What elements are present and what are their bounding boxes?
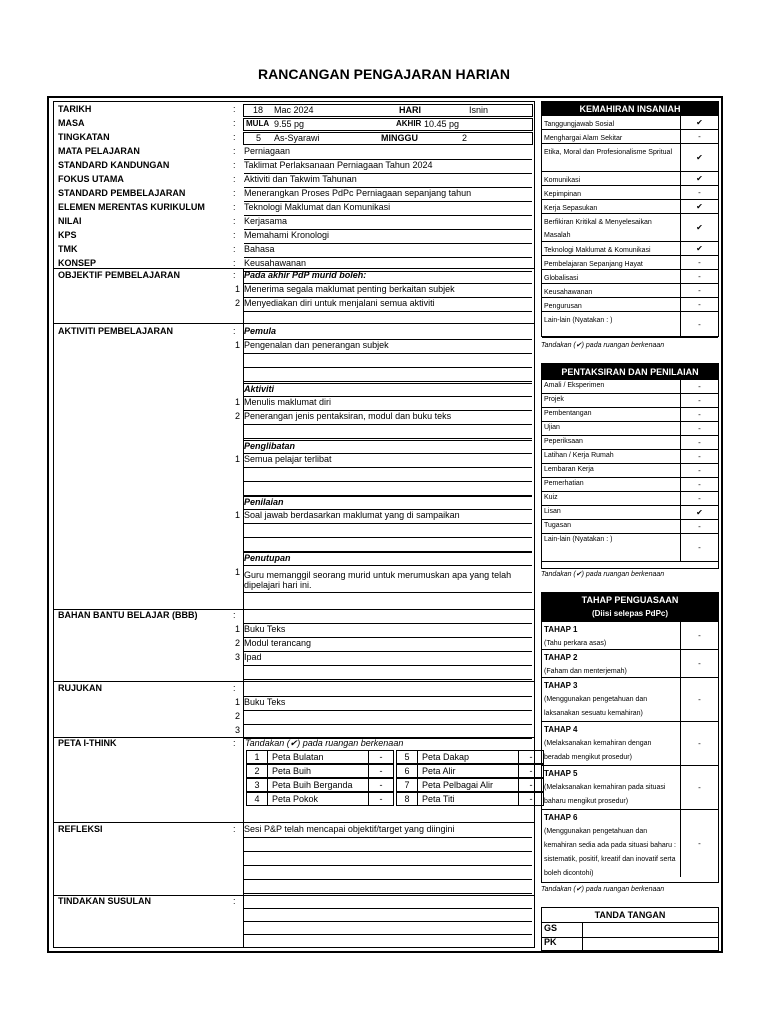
tingkatan-class: As-Syarawi (274, 133, 320, 143)
standard-pembelajaran-field[interactable]: Menerangkan Proses PdPc Perniagaan sepanjang tahun (244, 188, 532, 202)
row-standard-pembelajaran: STANDARD PEMBELAJARAN : Menerangkan Proses PdPc Perniagaan sepanjang tahun (54, 188, 534, 202)
pentaksiran-title: PENTAKSIRAN DAN PENILAIAN (542, 364, 718, 380)
tindakan-blank-3[interactable] (244, 922, 532, 935)
ithink-map-name: Peta Buih (272, 766, 312, 776)
ithink-map-name: Peta Pokok (272, 794, 319, 804)
section-objektif: OBJEKTIF PEMBELAJARAN : Pada akhir PdP murid boleh: 1 Menerima segala maklumat penting berkaitan subjek 2 Menyediakan diri untuk menjalani semua aktiviti (54, 270, 534, 326)
ithink-num: 5 (397, 751, 418, 763)
pentaksiran-item-mark: - (680, 422, 718, 435)
akhir-label: AKHIR (396, 119, 422, 128)
tahap-item[interactable] (542, 722, 718, 766)
ithink-num: 3 (247, 779, 268, 791)
row-fokus-utama: FOKUS UTAMA : Aktiviti dan Takwim Tahunan (54, 174, 534, 188)
tahap-item-mark: - (680, 766, 718, 809)
kemahiran-item[interactable] (542, 270, 718, 284)
tahap-item-desc: (Tahu perkara asas) (544, 640, 607, 647)
pentaksiran-item-mark: ✔ (680, 506, 718, 519)
pentaksiran-item-label: Lisan (544, 508, 561, 515)
pentaksiran-item[interactable] (542, 394, 718, 408)
pentaksiran-item-mark: - (680, 464, 718, 477)
aktiviti-item-1[interactable]: Menulis maklumat diri (244, 397, 532, 411)
refleksi-blank-4[interactable] (244, 880, 532, 894)
refleksi-blank-1[interactable] (244, 838, 532, 852)
ithink-num: 4 (247, 793, 268, 805)
tahap-item-text (544, 723, 679, 765)
pentaksiran-item[interactable] (542, 492, 718, 506)
bbb-item-2[interactable]: Modul terancang (244, 638, 532, 652)
tindakan-blank-4[interactable] (244, 935, 532, 948)
kemahiran-item[interactable] (542, 214, 718, 242)
fokus-utama-field[interactable]: Aktiviti dan Takwim Tahunan (244, 174, 532, 188)
tahap-item-text (544, 811, 679, 881)
aktiviti-item-2[interactable]: Penerangan jenis pentaksiran, modul dan buku teks (244, 411, 532, 425)
pentaksiran-item-mark: - (680, 380, 718, 393)
pk-label: PK (544, 937, 557, 947)
tahap-item[interactable] (542, 678, 718, 722)
minggu-label: MINGGU (381, 133, 418, 143)
page-title: RANCANGAN PENGAJARAN HARIAN (257, 66, 510, 82)
aktiviti-title: Aktiviti (244, 383, 532, 397)
refleksi-blank-3[interactable] (244, 866, 532, 880)
gs-row[interactable] (542, 923, 718, 938)
pentaksiran-item[interactable] (542, 464, 718, 478)
pentaksiran-item-mark: - (680, 534, 718, 561)
tahap-item[interactable] (542, 650, 718, 678)
ithink-mark: - (518, 765, 543, 777)
tahap-item-desc: (Melaksanakan kemahiran dengan beradab mengikut prosedur) (544, 740, 652, 761)
kemahiran-box (541, 101, 719, 337)
right-panel (541, 101, 719, 948)
ithink-map-name: Peta Buih Berganda (272, 780, 353, 790)
pentaksiran-box (541, 363, 719, 569)
kemahiran-item-label: Pembelajaran Sepanjang Hayat (544, 261, 643, 268)
pentaksiran-item-label: Amali / Eksperimen (544, 382, 605, 389)
penglibatan-blank-1[interactable] (244, 468, 532, 482)
ithink-map-name: Peta Alir (422, 766, 456, 776)
tanda-tangan-box (541, 907, 719, 951)
kemahiran-item-mark: ✔ (680, 144, 718, 171)
pentaksiran-item-label: Lain-lain (Nyatakan : ) (544, 536, 613, 543)
pentaksiran-item[interactable] (542, 380, 718, 394)
penilaian-blank-1[interactable] (244, 524, 532, 538)
kemahiran-item-label: Globalisasi (544, 275, 579, 282)
pentaksiran-item-label: Pembentangan (544, 410, 592, 417)
konsep-field[interactable]: Keusahawanan (244, 258, 532, 272)
kemahiran-item-mark: ✔ (680, 200, 718, 213)
ithink-mark: - (518, 793, 543, 805)
kemahiran-item-mark: ✔ (680, 116, 718, 129)
tindakan-blank-1[interactable] (244, 896, 532, 909)
penglibatan-title: Penglibatan (244, 440, 532, 454)
hari-label: HARI (399, 105, 421, 115)
pentaksiran-item-mark: - (680, 394, 718, 407)
refleksi-field[interactable]: Sesi P&P telah mencapai objektif/target yang diingini (244, 824, 532, 838)
standard-kandungan-field[interactable]: Taklimat Perlaksanaan Perniagaan Tahun 2024 (244, 160, 532, 174)
kemahiran-title: KEMAHIRAN INSANIAH (542, 102, 718, 116)
pentaksiran-item-label: Latihan / Kerja Rumah (544, 452, 614, 459)
kemahiran-item[interactable] (542, 186, 718, 200)
kemahiran-item-mark: - (680, 284, 718, 297)
kps-field[interactable]: Memahami Kronologi (244, 230, 532, 244)
kemahiran-item-mark: - (680, 256, 718, 269)
kemahiran-item[interactable] (542, 256, 718, 270)
ithink-mark: - (368, 779, 393, 791)
tahap-box (541, 592, 719, 883)
hari-value: Isnin (469, 105, 489, 115)
kemahiran-item-mark: - (680, 298, 718, 311)
gs-label: GS (544, 923, 558, 933)
section-ithink: PETA I-THINK : Tandakan (✔) pada ruangan berkenaan 1 Peta Bulatan - 5 Peta Dakap - 2 Peta Buih - 6 Peta Alir - 3 Peta Buih Berganda - 7 Peta Pelbagai Alir - 4 Peta Pokok - 8 Peta Titi - (54, 738, 534, 818)
tahap-item-text (544, 651, 679, 679)
tmk-field[interactable]: Bahasa (244, 244, 532, 258)
tahap-item-mark: - (680, 810, 718, 877)
kemahiran-item[interactable] (542, 298, 718, 312)
kemahiran-item[interactable] (542, 172, 718, 186)
nilai-field[interactable]: Kerjasama (244, 216, 532, 230)
row-elemen: ELEMEN MERENTAS KURIKULUM : Teknologi Maklumat dan Komunikasi (54, 202, 534, 216)
pentaksiran-item-label: Ujian (544, 424, 560, 431)
kemahiran-item-mark: - (680, 186, 718, 199)
tanda-tangan-title: TANDA TANGAN (542, 908, 718, 923)
ithink-cell[interactable] (396, 778, 544, 792)
kemahiran-item-mark: ✔ (680, 242, 718, 255)
mula-value: 9.55 pg (274, 119, 305, 129)
ithink-note: Tandakan (✔) pada ruangan berkenaan (245, 738, 404, 748)
kemahiran-item-label: Tanggungjawab Sosial (544, 121, 615, 128)
bbb-item-1[interactable]: Buku Teks (244, 624, 532, 638)
tahap-item-name: TAHAP 1 (544, 625, 578, 634)
ithink-num: 2 (247, 765, 268, 777)
kemahiran-item-mark: ✔ (680, 214, 718, 241)
pemula-blank-1[interactable] (244, 354, 532, 368)
tahap-item-name: TAHAP 4 (544, 725, 578, 734)
kemahiran-item-label: Kerja Sepasukan (544, 205, 598, 212)
pentaksiran-note: Tandakan (✔) pada ruangan berkenaan (541, 571, 665, 578)
kemahiran-item-label: Komunikasi (544, 177, 581, 184)
bbb-blank-2[interactable] (244, 666, 532, 680)
tahap-item-name: TAHAP 6 (544, 813, 578, 822)
tahap-item-text (544, 623, 679, 651)
tahap-item-desc: (Melaksanakan kemahiran pada situasi baharu mengikut prosedur) (544, 784, 666, 805)
pentaksiran-item-mark: - (680, 478, 718, 491)
tingkatan-box[interactable] (243, 132, 533, 145)
pentaksiran-item-label: Kuiz (544, 494, 558, 501)
ithink-num: 8 (397, 793, 418, 805)
tahap-item-mark: - (680, 650, 718, 677)
objektif-item-1[interactable]: Menerima segala maklumat penting berkaitan subjek (244, 284, 532, 298)
kemahiran-item-mark: - (680, 130, 718, 143)
kemahiran-item[interactable] (542, 312, 718, 338)
tahap-title: TAHAP PENGUASAAN (581, 595, 679, 605)
ithink-cell[interactable] (246, 778, 394, 792)
kemahiran-item-label: Etika, Moral dan Profesionalisme Spritual (544, 149, 673, 156)
tahap-item[interactable] (542, 766, 718, 810)
ithink-cell[interactable] (246, 764, 394, 778)
ithink-cell[interactable] (246, 750, 394, 764)
elemen-field[interactable]: Teknologi Maklumat dan Komunikasi (244, 202, 532, 216)
kemahiran-item[interactable] (542, 130, 718, 144)
ithink-num: 1 (247, 751, 268, 763)
mata-pelajaran-field[interactable]: Perniagaan (244, 146, 532, 160)
ithink-mark: - (368, 765, 393, 777)
kemahiran-item-label: Menghargai Alam Sekitar (544, 135, 623, 142)
rujukan-item-2[interactable] (244, 711, 532, 725)
tahap-item-mark: - (680, 678, 718, 721)
ithink-mark: - (518, 751, 543, 763)
pemula-item-1[interactable]: Pengenalan dan penerangan subjek (244, 340, 532, 354)
tingkatan-num: 5 (256, 133, 262, 143)
refleksi-blank-2[interactable] (244, 852, 532, 866)
pemula-title: Pemula (244, 326, 532, 340)
tahap-subtitle: (Diisi selepas PdPc) (591, 609, 669, 618)
tahap-item-name: TAHAP 3 (544, 681, 578, 690)
pentaksiran-item-label: Lembaran Kerja (544, 466, 594, 473)
tahap-header (542, 593, 718, 622)
kemahiran-item-mark: - (680, 270, 718, 283)
kemahiran-item-label: Lain-lain (Nyatakan : ) (544, 317, 613, 324)
rujukan-item-1[interactable]: Buku Teks (244, 697, 532, 711)
kemahiran-item[interactable] (542, 200, 718, 214)
kemahiran-item[interactable] (542, 284, 718, 298)
kemahiran-item-mark: - (680, 312, 718, 337)
kemahiran-item-label: Kepimpinan (544, 191, 581, 198)
row-nilai: NILAI : Kerjasama (54, 216, 534, 230)
tarikh-box[interactable] (243, 104, 533, 117)
tahap-item-text (544, 767, 679, 809)
kemahiran-item[interactable] (542, 242, 718, 256)
tahap-item-name: TAHAP 5 (544, 769, 578, 778)
ithink-mark: - (518, 779, 543, 791)
pentaksiran-item-mark: - (680, 492, 718, 505)
row-masa: MASA : MULA 9.55 pg AKHIR 10.45 pg (54, 118, 534, 131)
tarikh-day: 18 (253, 105, 264, 115)
left-panel (53, 101, 535, 948)
penilaian-item-1[interactable]: Soal jawab berdasarkan maklumat yang di sampaikan (244, 510, 532, 524)
tarikh-month: Mac 2024 (274, 105, 314, 115)
penutupan-title: Penutupan (244, 552, 532, 566)
penutupan-item-1[interactable]: Guru memanggil seorang murid untuk merumuskan apa yang telah dipelajari hari ini. (244, 567, 532, 593)
ithink-cell[interactable] (246, 792, 394, 806)
aktiviti-blank-1[interactable] (244, 425, 532, 439)
ithink-cell[interactable] (396, 764, 544, 778)
pentaksiran-item-mark: - (680, 436, 718, 449)
tahap-item-text (544, 679, 679, 721)
row-tingkatan: TINGKATAN : 5 As-Syarawi MINGGU 2 (54, 132, 534, 145)
ithink-map-name: Peta Pelbagai Alir (422, 780, 494, 790)
tahap-item-name: TAHAP 2 (544, 653, 578, 662)
ithink-map-name: Peta Dakap (422, 752, 470, 762)
pentaksiran-item[interactable] (542, 422, 718, 436)
section-rujukan: RUJUKAN : 1 Buku Teks 2 3 (54, 683, 534, 739)
pentaksiran-item-label: Projek (544, 396, 564, 403)
pentaksiran-item[interactable] (542, 478, 718, 492)
pentaksiran-item[interactable] (542, 436, 718, 450)
ithink-map-name: Peta Bulatan (272, 752, 324, 762)
pentaksiran-item-label: Pemerhatian (544, 480, 584, 487)
section-bbb: BAHAN BANTU BELAJAR (BBB) : 1 Buku Teks 2 Modul terancang 3 Ipad (54, 610, 534, 686)
kemahiran-item-label: Keusahawanan (544, 289, 593, 296)
pentaksiran-item[interactable] (542, 408, 718, 422)
tahap-item-desc: (Menggunakan pengetahuan dan laksanakan sesuatu kemahiran) (544, 696, 648, 717)
kemahiran-item[interactable] (542, 116, 718, 130)
tahap-item-desc: (Menggunakan pengetahuan dan kemahiran sedia ada pada situasi baharu : sistematik, positif, kreatif dan inovatif serta boleh dicontohi) (544, 828, 676, 877)
ithink-num: 6 (397, 765, 418, 777)
ithink-num: 7 (397, 779, 418, 791)
tahap-item-desc: (Faham dan menterjemah) (544, 668, 627, 675)
row-mata-pelajaran: MATA PELAJARAN : Perniagaan (54, 146, 534, 160)
tahap-item[interactable] (542, 810, 718, 877)
objektif-intro: Pada akhir PdP murid boleh: (244, 270, 532, 284)
section-refleksi: REFLEKSI : Sesi P&P telah mencapai objektif/target yang diingini (54, 824, 534, 894)
pentaksiran-item[interactable] (542, 450, 718, 464)
pemula-blank-2[interactable] (244, 368, 532, 382)
tindakan-blank-2[interactable] (244, 909, 532, 922)
kemahiran-note: Tandakan (✔) pada ruangan berkenaan (541, 342, 665, 349)
pentaksiran-item-label: Peperiksaan (544, 438, 583, 445)
kemahiran-item-mark: ✔ (680, 172, 718, 185)
tahap-item-mark: - (680, 622, 718, 649)
pentaksiran-item-mark: - (680, 450, 718, 463)
ithink-map-name: Peta Titi (422, 794, 455, 804)
pk-row[interactable] (542, 937, 718, 950)
tahap-note: Tandakan (✔) pada ruangan berkenaan (541, 886, 665, 893)
pentaksiran-item-mark: - (680, 408, 718, 421)
bbb-blank[interactable] (244, 610, 532, 624)
row-konsep: KONSEP : Keusahawanan (54, 258, 534, 272)
kemahiran-item-label: Pengurusan (544, 303, 582, 310)
minggu-value: 2 (462, 133, 468, 143)
penilaian-blank-2[interactable] (244, 538, 532, 552)
pentaksiran-item-mark: - (680, 520, 718, 533)
pentaksiran-item[interactable] (542, 520, 718, 534)
row-kps: KPS : Memahami Kronologi (54, 230, 534, 244)
ithink-cell[interactable] (396, 792, 544, 806)
section-tindakan: TINDAKAN SUSULAN : (54, 896, 534, 948)
ithink-cell[interactable] (396, 750, 544, 764)
ithink-grid (246, 751, 536, 809)
pentaksiran-item-label: Tugasan (544, 522, 571, 529)
pentaksiran-item[interactable] (542, 534, 718, 562)
tahap-item[interactable] (542, 622, 718, 650)
kemahiran-item-label: Berfikiran Kritikal & Menyelesaikan Masalah (544, 219, 652, 239)
row-tarikh: TARIKH : 18 Mac 2024 HARI Isnin (54, 104, 534, 117)
tahap-item-mark: - (680, 722, 718, 765)
akhir-value: 10.45 pg (424, 119, 460, 129)
penglibatan-blank-2[interactable] (244, 482, 532, 496)
row-standard-kandungan: STANDARD KANDUNGAN : Taklimat Perlaksanaan Perniagaan Tahun 2024 (54, 160, 534, 174)
ithink-mark: - (368, 751, 393, 763)
kemahiran-item-label: Teknologi Maklumat & Komunikasi (544, 247, 651, 254)
pentaksiran-item[interactable] (542, 506, 718, 520)
ithink-mark: - (368, 793, 393, 805)
kemahiran-item[interactable] (542, 144, 718, 172)
penglibatan-item-1[interactable]: Semua pelajar terlibat (244, 454, 532, 468)
bbb-item-3[interactable]: Ipad (244, 652, 532, 666)
penilaian-title: Penilaian (244, 496, 532, 510)
form-frame (47, 96, 723, 953)
row-tmk: TMK : Bahasa (54, 244, 534, 258)
section-aktiviti: AKTIVITI PEMBELAJARAN : Pemula 1 Pengenalan dan penerangan subjek Aktiviti 1 Menulis maklumat diri 2 Penerangan jenis pentaksiran, modul dan buku teks Penglibatan 1 Semua pelajar terlibat Penilaian 1 Soal jawab berdasarkan maklumat yang di sampaikan Penutupan 1 Guru memanggil seorang murid untuk merumuskan apa yang telah dipelajari hari ini. (54, 326, 534, 606)
objektif-item-2[interactable]: Menyediakan diri untuk menjalani semua aktiviti (244, 298, 532, 312)
rujukan-blank[interactable] (244, 683, 532, 697)
mula-label: MULA (246, 119, 270, 128)
masa-box[interactable] (243, 118, 533, 131)
